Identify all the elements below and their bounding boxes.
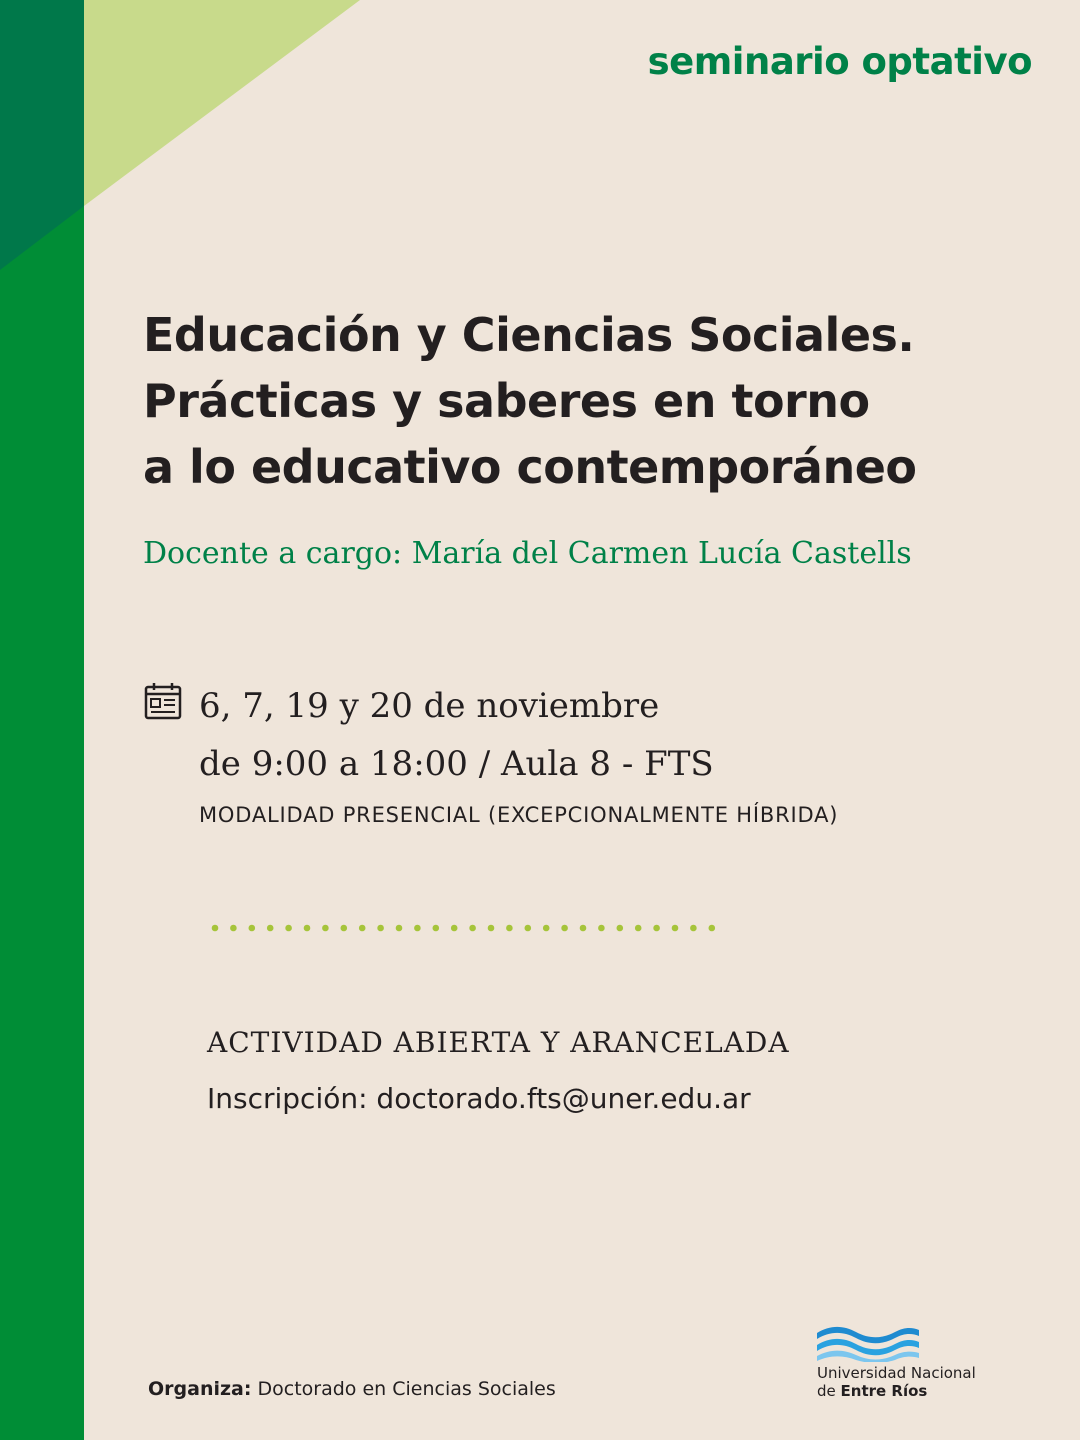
university-line-1: Universidad Nacional bbox=[817, 1364, 976, 1382]
divider-dot bbox=[267, 925, 274, 932]
schedule-dates: 6, 7, 19 y 20 de noviembre bbox=[199, 686, 660, 726]
divider-dot bbox=[212, 925, 219, 932]
modality: MODALIDAD PRESENCIAL (EXCEPCIONALMENTE HÍBRIDA) bbox=[199, 803, 839, 827]
divider-dot bbox=[653, 925, 660, 932]
corner-decoration bbox=[0, 0, 360, 270]
title-line: Prácticas y saberes en torno bbox=[143, 374, 870, 428]
university-logo bbox=[816, 1326, 1016, 1406]
divider-dot bbox=[580, 925, 587, 932]
calendar-icon bbox=[144, 682, 182, 720]
waves-icon bbox=[816, 1326, 920, 1362]
divider-dot bbox=[561, 925, 568, 932]
organizer-label: Organiza: bbox=[148, 1378, 252, 1400]
divider-dot bbox=[414, 925, 421, 932]
divider-dot bbox=[230, 925, 237, 932]
dotted-divider bbox=[211, 922, 721, 934]
divider-dot bbox=[304, 925, 311, 932]
divider-dot bbox=[488, 925, 495, 932]
divider-dot bbox=[322, 925, 329, 932]
divider-dot bbox=[451, 925, 458, 932]
title-line: a lo educativo contemporáneo bbox=[143, 440, 917, 494]
activity-type: ACTIVIDAD ABIERTA Y ARANCELADA bbox=[207, 1026, 790, 1059]
divider-dot bbox=[506, 925, 513, 932]
divider-dot bbox=[709, 925, 716, 932]
divider-dot bbox=[396, 925, 403, 932]
organizer-value: Doctorado en Ciencias Sociales bbox=[257, 1378, 556, 1400]
seminar-title bbox=[143, 302, 1043, 500]
divider-dot bbox=[341, 925, 348, 932]
divider-dot bbox=[672, 925, 679, 932]
divider-dot bbox=[469, 925, 476, 932]
divider-dot bbox=[433, 925, 440, 932]
registration-email: Inscripción: doctorado.fts@uner.edu.ar bbox=[207, 1082, 751, 1115]
schedule-time-place: de 9:00 a 18:00 / Aula 8 - FTS bbox=[199, 744, 714, 784]
university-line-2-bold: Entre Ríos bbox=[840, 1382, 928, 1400]
teacher-name: Docente a cargo: María del Carmen Lucía Castells bbox=[143, 536, 912, 571]
university-line-2 bbox=[817, 1382, 976, 1400]
divider-dot bbox=[617, 925, 624, 932]
divider-dot bbox=[249, 925, 256, 932]
divider-dot bbox=[285, 925, 292, 932]
seminar-tag: seminario optativo bbox=[647, 40, 1032, 83]
divider-dot bbox=[377, 925, 384, 932]
organizer bbox=[148, 1378, 556, 1400]
divider-dot bbox=[598, 925, 605, 932]
divider-dot bbox=[359, 925, 366, 932]
divider-dot bbox=[543, 925, 550, 932]
title-line: Educación y Ciencias Sociales. bbox=[143, 308, 915, 362]
university-name bbox=[817, 1364, 976, 1400]
divider-dot bbox=[690, 925, 697, 932]
divider-dot bbox=[635, 925, 642, 932]
schedule bbox=[199, 677, 714, 793]
university-line-2-prefix: de bbox=[817, 1382, 836, 1400]
divider-dot bbox=[525, 925, 532, 932]
